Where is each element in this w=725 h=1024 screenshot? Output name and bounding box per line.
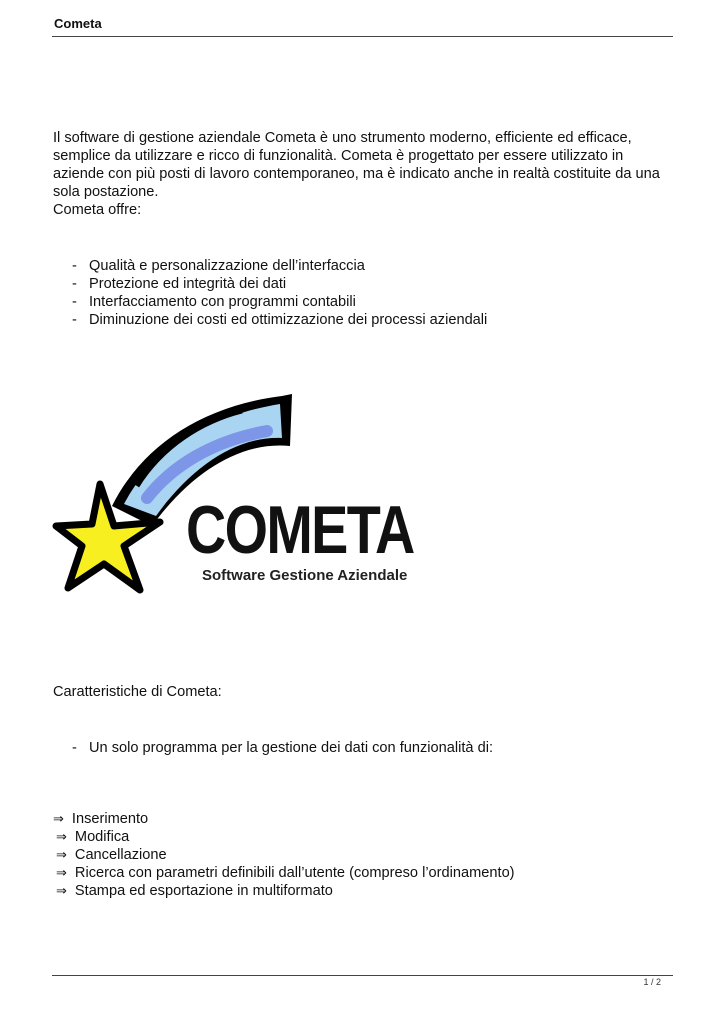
intro-line: aziende con più posti di lavoro contemporaneo, ma è indicato anche in realtà costituite da una xyxy=(53,166,660,182)
dash-bullet: - xyxy=(72,312,77,328)
list-item-text: Diminuzione dei costi ed ottimizzazione dei processi aziendali xyxy=(89,312,488,328)
function-text: Inserimento xyxy=(71,811,149,827)
arrow-icon: ⇒ xyxy=(56,830,67,845)
dash-bullet: - xyxy=(72,276,77,292)
arrow-icon: ⇒ xyxy=(53,812,64,827)
cometa-logo xyxy=(52,386,432,614)
intro-line: sola postazione. xyxy=(53,184,159,200)
header-title: Cometa xyxy=(54,16,102,31)
intro-line: Il software di gestione aziendale Cometa è uno strumento moderno, efficiente ed efficace, xyxy=(53,130,632,146)
dash-bullet: - xyxy=(72,258,77,274)
function-item xyxy=(56,864,515,883)
arrow-icon: ⇒ xyxy=(56,848,67,863)
list-item-text: Un solo programma per la gestione dei dati con funzionalità di: xyxy=(89,740,493,756)
function-item xyxy=(56,828,129,847)
page-number: 1 / 2 xyxy=(643,977,661,987)
dash-bullet: - xyxy=(72,740,77,756)
function-item xyxy=(53,810,148,829)
arrow-icon: ⇒ xyxy=(56,884,67,899)
function-item xyxy=(56,882,333,901)
list-item-text: Qualità e personalizzazione dell’interfaccia xyxy=(89,258,365,274)
function-text: Modifica xyxy=(74,829,130,845)
function-text: Stampa ed esportazione in multiformato xyxy=(74,883,333,899)
header-rule xyxy=(52,36,673,37)
intro-paragraph xyxy=(53,129,660,219)
list-item-text: Protezione ed integrità dei dati xyxy=(89,276,287,292)
arrow-icon: ⇒ xyxy=(56,866,67,881)
logo-tagline: Software Gestione Aziendale xyxy=(202,567,408,584)
offers-label: Cometa offre: xyxy=(53,202,142,218)
features-heading: Caratteristiche di Cometa: xyxy=(53,684,222,700)
intro-line: semplice da utilizzare e ricco di funzionalità. Cometa è progettato per essere utilizzato in xyxy=(53,148,624,164)
dash-bullet: - xyxy=(72,294,77,310)
function-text: Ricerca con parametri definibili dall’utente (compreso l’ordinamento) xyxy=(74,865,515,881)
list-item-text: Interfacciamento con programmi contabili xyxy=(89,294,356,310)
function-item xyxy=(56,846,167,865)
function-text: Cancellazione xyxy=(74,847,167,863)
logo-name: COMETA xyxy=(186,492,414,568)
footer-rule xyxy=(52,975,673,976)
